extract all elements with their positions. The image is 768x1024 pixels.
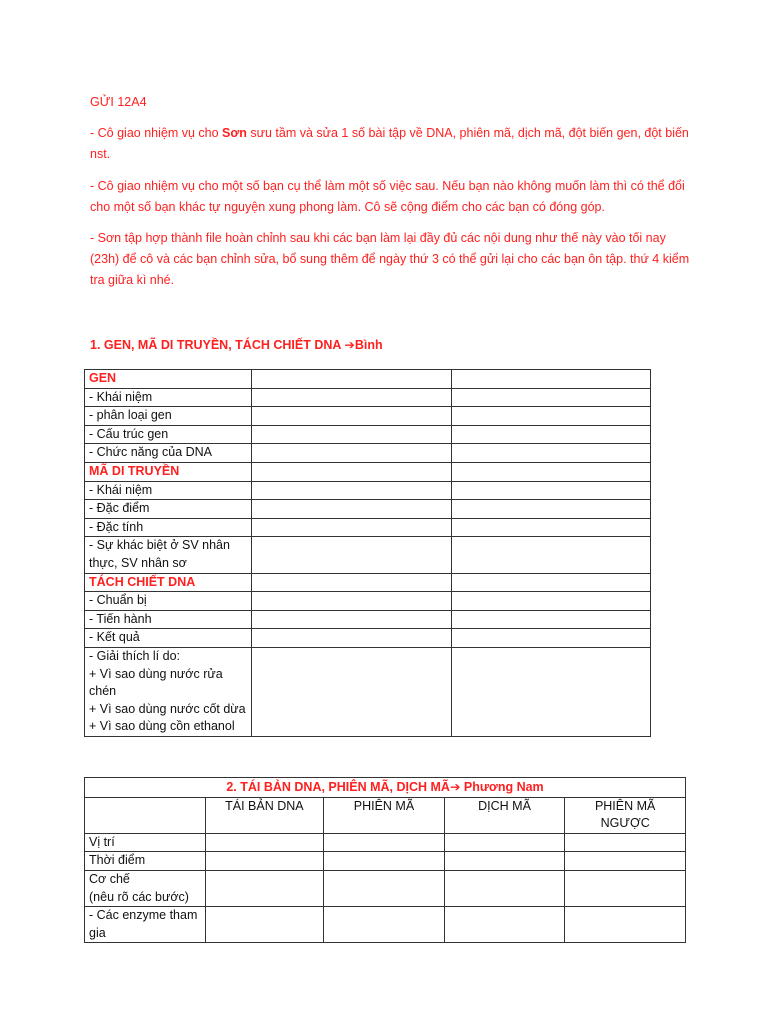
table-cell-empty[interactable] [451,425,650,444]
table-row-label: Cơ chế (nêu rõ các bước) [85,870,206,906]
table-row [85,870,686,906]
table-row [85,481,651,500]
table-cell-empty[interactable] [205,907,324,943]
table-cell-empty[interactable] [251,647,451,736]
table-cell-empty[interactable] [251,425,451,444]
table-cell-empty[interactable] [444,907,565,943]
table-row-label: - Chức năng của DNA [85,444,252,463]
table-group-heading: MÃ DI TRUYỀN [85,462,252,481]
table-cell-empty[interactable] [451,629,650,648]
table-row-label: - Tiến hành [85,610,252,629]
table-section-1 [84,369,651,737]
table-cell-empty[interactable] [251,388,451,407]
table-row [85,907,686,943]
table-row-label: Thời điểm [85,852,206,871]
table-row-label: - Đặc tính [85,518,252,537]
column-header: PHIÊN MÃ [324,797,445,833]
table-cell-empty[interactable] [205,852,324,871]
table-title-row [85,778,686,798]
table-cell-empty[interactable] [251,444,451,463]
table-cell-empty[interactable] [451,537,650,573]
table-cell-empty[interactable] [251,629,451,648]
paragraph-text: - Cô giao nhiệm vụ cho [90,126,223,140]
table-cell-empty[interactable] [324,907,445,943]
table-row-label: - Giải thích lí do: + Vì sao dùng nước rửa chén + Vì sao dùng nước cốt dừa + Vì sao dùng cồn ethanol [85,647,252,736]
table-row-label: - Đặc điểm [85,500,252,519]
table-cell-empty[interactable] [444,852,565,871]
table-cell-empty[interactable] [451,500,650,519]
table-cell-empty[interactable] [324,833,445,852]
table-row-label: - Sự khác biệt ở SV nhân thực, SV nhân sơ [85,537,252,573]
table-cell-empty[interactable] [251,462,451,481]
table-cell-empty[interactable] [251,592,451,611]
table-cell-empty[interactable] [451,407,650,426]
arrow-right-icon: ➔ [344,337,355,352]
table-cell-empty[interactable] [324,870,445,906]
table-cell-empty[interactable] [451,610,650,629]
table-row-label: - Khái niệm [85,388,252,407]
table-row [85,647,651,736]
table-cell-empty[interactable] [251,518,451,537]
table-row-label: - Các enzyme tham gia [85,907,206,943]
table-section-2-body [85,778,686,943]
paragraph-text: sưu tầm và sửa 1 số bài tập về DNA, phiên mã, dịch mã, đột biến gen, đột biến nst. [90,126,689,161]
table-row-label: Vị trí [85,833,206,852]
table-row [85,629,651,648]
paragraph-deadline: - Sơn tập hợp thành file hoàn chỉnh sau khi các bạn làm lại đầy đủ các nội dung như thế này vào tối nay (23h) để cô và các bạn chỉnh sửa, bổ sung thêm để ngày thứ 3 có thể gửi lại cho các bạn ôn tập. thứ 4 kiểm tra giữa kì nhé. [90,231,690,287]
column-header: PHIÊN MÃ NGƯỢC [565,797,686,833]
table-cell-empty[interactable] [451,647,650,736]
column-header: DỊCH MÃ [444,797,565,833]
section-1-title-text: 1. GEN, MÃ DI TRUYỀN, TÁCH CHIẾT DNA [90,338,345,352]
table-row [85,573,651,592]
table-cell-empty[interactable] [451,388,650,407]
table-cell-empty[interactable] [251,610,451,629]
table-row [85,407,651,426]
table-cell-empty[interactable] [451,462,650,481]
section-1-title [90,335,383,355]
column-header [85,797,206,833]
table-header-row [85,797,686,833]
table-cell-empty[interactable] [444,833,565,852]
table-group-heading: TÁCH CHIẾT DNA [85,573,252,592]
table-cell-empty[interactable] [451,518,650,537]
table-cell-empty[interactable] [251,537,451,573]
table-cell-empty[interactable] [251,500,451,519]
table-section-1-body [85,370,651,737]
table-row-label: - Kết quả [85,629,252,648]
section-2-title-text: 2. TÁI BẢN DNA, PHIÊN MÃ, DỊCH MÃ [226,780,450,794]
table-cell-empty[interactable] [451,592,650,611]
table-row [85,370,651,389]
table-cell-empty[interactable] [565,870,686,906]
arrow-right-icon: ➔ [449,779,461,794]
table-cell-empty[interactable] [251,573,451,592]
table-row [85,388,651,407]
table-cell-empty[interactable] [251,481,451,500]
table-cell-empty[interactable] [565,833,686,852]
table-cell-empty[interactable] [565,852,686,871]
table-row [85,462,651,481]
table-row [85,852,686,871]
table-cell-empty[interactable] [565,907,686,943]
table-cell-empty[interactable] [205,870,324,906]
student-name-son: Sơn [222,126,247,140]
table-row-label: - Cấu trúc gen [85,425,252,444]
table-cell-empty[interactable] [251,370,451,389]
table-cell-empty[interactable] [251,407,451,426]
paragraph-assignment: - Cô giao nhiệm vụ cho một số bạn cụ thể làm một số việc sau. Nếu bạn nào không muốn làm thì có thể đổi cho một số bạn khác tự nguyện xung phong làm. Cô sẽ cộng điểm cho các bạn có đóng góp. [90,179,685,214]
table-row-label: - phân loại gen [85,407,252,426]
section-2-title [85,778,686,798]
table-row [85,610,651,629]
table-cell-empty[interactable] [451,481,650,500]
table-row [85,425,651,444]
table-cell-empty[interactable] [451,573,650,592]
recipient-line: GỬI 12A4 [90,95,147,109]
table-row-label: - Chuẩn bị [85,592,252,611]
table-cell-empty[interactable] [451,444,650,463]
table-row-label: - Khái niệm [85,481,252,500]
section-1-assignee: Bình [354,338,383,352]
table-group-heading: GEN [85,370,252,389]
paragraph-task-son [90,123,695,165]
table-row [85,833,686,852]
column-header: TÁI BẢN DNA [205,797,324,833]
table-row [85,537,651,573]
section-2-assignee: Phương Nam [460,780,544,794]
table-cell-empty[interactable] [451,370,650,389]
table-section-2 [84,777,686,943]
table-row [85,500,651,519]
table-cell-empty[interactable] [324,852,445,871]
table-row [85,592,651,611]
table-cell-empty[interactable] [205,833,324,852]
table-row [85,518,651,537]
table-row [85,444,651,463]
table-cell-empty[interactable] [444,870,565,906]
